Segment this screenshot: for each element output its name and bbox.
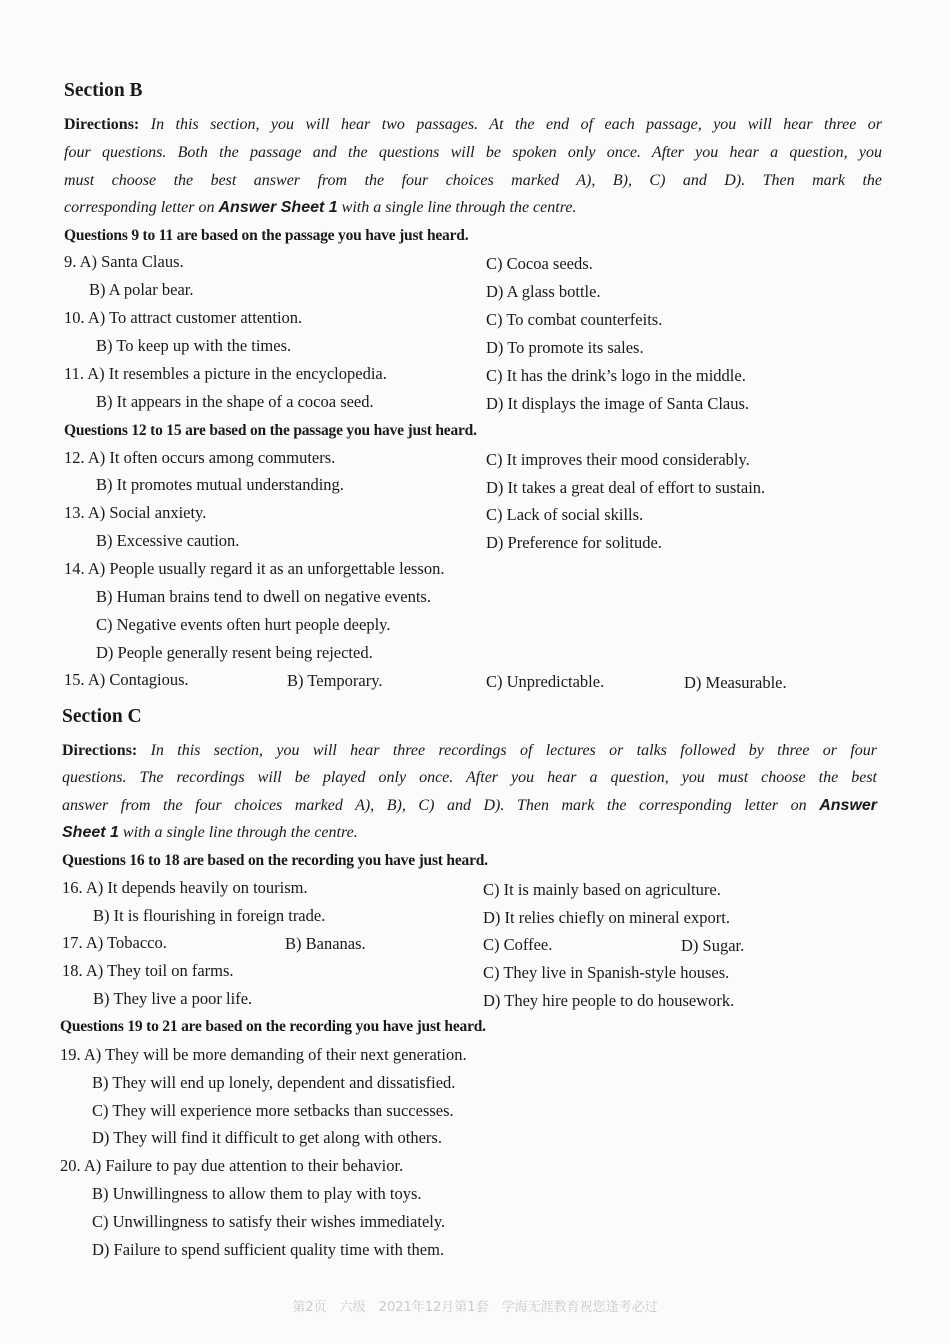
directions-text: answer from the four choices marked A), B), C) and D). Then mark the corresponding letter on: [62, 797, 807, 814]
option-18d: D) They hire people to do housework.: [483, 991, 735, 1010]
option-16a: 16. A) It depends heavily on tourism.: [62, 878, 308, 897]
option-15a: 15. A) Contagious.: [64, 670, 189, 689]
option-20a: 20. A) Failure to pay due attention to their behavior.: [60, 1156, 404, 1175]
page-footer: 第2页 六级 2021年12月第1套 学海无涯教育祝您逢考必过: [292, 1300, 658, 1315]
question-group-header: Questions 9 to 11 are based on the passage you have just heard.: [64, 227, 469, 244]
option-16c: C) It is mainly based on agriculture.: [483, 880, 721, 899]
option-17b: B) Bananas.: [285, 934, 366, 953]
option-12d: D) It takes a great deal of effort to sustain.: [486, 478, 766, 497]
directions-text: with a single line through the centre.: [341, 199, 577, 216]
option-18a: 18. A) They toil on farms.: [62, 961, 234, 980]
option-10a: 10. A) To attract customer attention.: [64, 308, 303, 327]
section-c-directions-line-1: [62, 741, 877, 761]
directions-text: must choose the best answer from the four choices marked A), B), C) and D). Then mark the: [64, 172, 882, 189]
section-b-title: Section B: [64, 80, 143, 101]
option-17c: C) Coffee.: [483, 935, 553, 954]
directions-label: Directions:: [64, 116, 140, 133]
question-group-header: Questions 19 to 21 are based on the recording you have just heard.: [60, 1018, 486, 1035]
directions-text: In this section, you will hear three recordings of lectures or talks followed by three or four: [150, 742, 877, 759]
option-11a: 11. A) It resembles a picture in the encyclopedia.: [64, 364, 387, 383]
option-15d: D) Measurable.: [684, 673, 787, 692]
option-19a: 19. A) They will be more demanding of their next generation.: [60, 1045, 467, 1064]
section-b-directions-line-4: [64, 198, 882, 218]
option-14a: 14. A) People usually regard it as an unforgettable lesson.: [64, 559, 445, 578]
option-15b: B) Temporary.: [287, 671, 383, 690]
option-14d: D) People generally resent being rejected.: [96, 643, 373, 662]
directions-text: four questions. Both the passage and the questions will be spoken only once. After you hear a question, you: [64, 144, 882, 161]
option-20b: B) Unwillingness to allow them to play with toys.: [92, 1184, 422, 1203]
option-10b: B) To keep up with the times.: [96, 336, 292, 355]
option-11c: C) It has the drink’s logo in the middle.: [486, 366, 746, 385]
directions-text: with a single line through the centre.: [122, 824, 358, 841]
option-12c: C) It improves their mood considerably.: [486, 450, 750, 469]
option-13c: C) Lack of social skills.: [486, 505, 644, 524]
directions-text: In this section, you will hear two passages. At the end of each passage, you will hear three or: [150, 116, 883, 133]
option-19b: B) They will end up lonely, dependent and dissatisfied.: [92, 1073, 456, 1092]
option-19d: D) They will find it difficult to get along with others.: [92, 1128, 442, 1147]
option-14b: B) Human brains tend to dwell on negative events.: [96, 587, 431, 606]
option-20d: D) Failure to spend sufficient quality time with them.: [92, 1240, 445, 1259]
option-18c: C) They live in Spanish-style houses.: [483, 963, 730, 982]
option-9d: D) A glass bottle.: [486, 282, 601, 301]
option-15c: C) Unpredictable.: [486, 672, 605, 691]
option-11b: B) It appears in the shape of a cocoa seed.: [96, 392, 374, 411]
section-b-directions-line-1: [64, 115, 882, 135]
section-b-directions-line-3: [64, 171, 882, 191]
section-b-directions-line-2: [64, 143, 882, 163]
answer-sheet-label: Answer: [819, 797, 878, 814]
option-20c: C) Unwillingness to satisfy their wishes immediately.: [92, 1212, 446, 1231]
option-9b: B) A polar bear.: [89, 280, 194, 299]
option-18b: B) They live a poor life.: [93, 989, 253, 1008]
question-group-header: Questions 12 to 15 are based on the passage you have just heard.: [64, 422, 477, 439]
option-10c: C) To combat counterfeits.: [486, 310, 663, 329]
option-19c: C) They will experience more setbacks than successes.: [92, 1101, 454, 1120]
option-13b: B) Excessive caution.: [96, 531, 240, 550]
option-9c: C) Cocoa seeds.: [486, 254, 593, 273]
option-9a: 9. A) Santa Claus.: [64, 252, 184, 271]
option-11d: D) It displays the image of Santa Claus.: [486, 394, 750, 413]
option-14c: C) Negative events often hurt people deeply.: [96, 615, 391, 634]
option-16b: B) It is flourishing in foreign trade.: [93, 906, 326, 925]
option-17a: 17. A) Tobacco.: [62, 933, 167, 952]
directions-label: Directions:: [62, 742, 138, 759]
option-12a: 12. A) It often occurs among commuters.: [64, 448, 336, 467]
question-group-header: Questions 16 to 18 are based on the recording you have just heard.: [62, 852, 488, 869]
section-c-directions-line-2: [62, 768, 877, 788]
option-16d: D) It relies chiefly on mineral export.: [483, 908, 730, 927]
option-12b: B) It promotes mutual understanding.: [96, 475, 344, 494]
answer-sheet-label: Answer Sheet 1: [218, 199, 338, 216]
section-c-title: Section C: [62, 706, 142, 727]
directions-text: corresponding letter on: [64, 199, 215, 216]
option-17d: D) Sugar.: [681, 936, 745, 955]
option-13d: D) Preference for solitude.: [486, 533, 662, 552]
directions-text: questions. The recordings will be played only once. After you hear a question, you must choose the best: [62, 769, 877, 786]
answer-sheet-label: Sheet 1: [62, 824, 119, 841]
section-c-directions-line-4: [62, 823, 877, 843]
option-13a: 13. A) Social anxiety.: [64, 503, 207, 522]
section-c-directions-line-3: [62, 796, 877, 816]
option-10d: D) To promote its sales.: [486, 338, 644, 357]
